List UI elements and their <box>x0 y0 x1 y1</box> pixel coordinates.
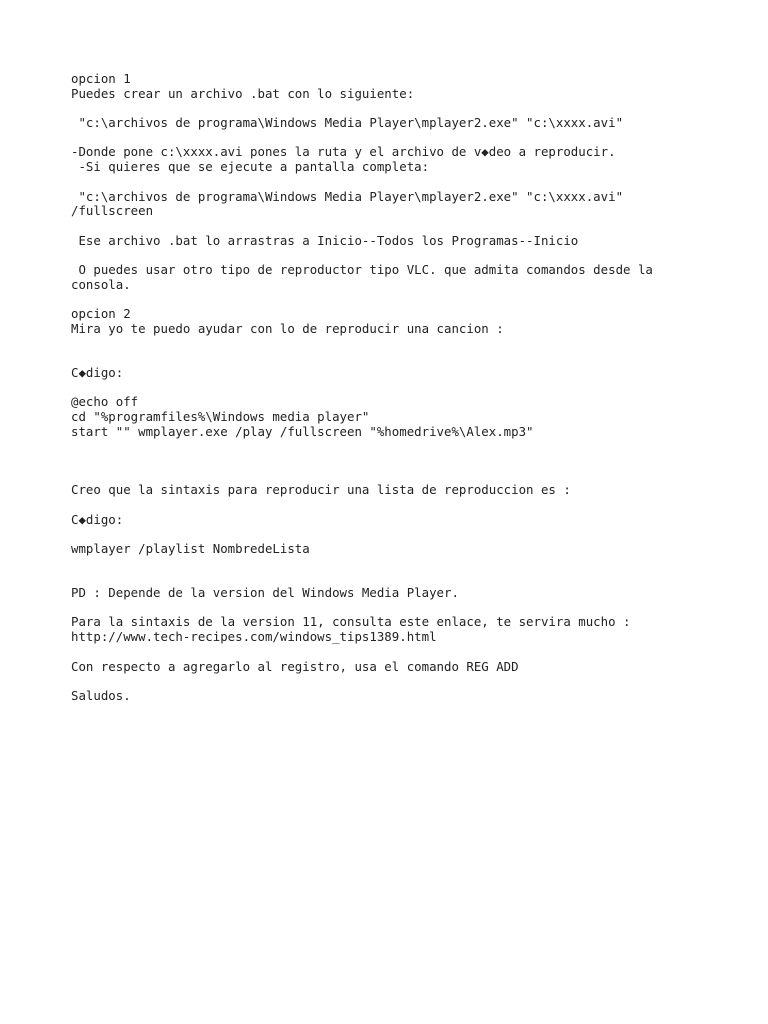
blank-line <box>71 351 751 366</box>
blank-line <box>71 439 751 454</box>
blank-line <box>71 498 751 513</box>
blank-line <box>71 454 751 469</box>
text-line: @echo off <box>71 394 139 410</box>
blank-line <box>71 292 751 307</box>
text-line: cd "%programfiles%\Windows media player" <box>71 408 370 424</box>
blank-line <box>71 248 751 263</box>
text-line: C◆digo: <box>71 511 124 527</box>
blank-line <box>71 645 751 660</box>
text-line: Con respecto a agregarlo al registro, usa el comando REG ADD <box>71 658 519 674</box>
blank-line <box>71 380 751 395</box>
text-line: "c:\archivos de programa\Windows Media Player\mplayer2.exe" "c:\xxxx.avi" <box>71 115 624 131</box>
text-line: opcion 2 <box>71 306 131 321</box>
text-line: http://www.tech-recipes.com/windows_tips1389.html <box>71 629 437 645</box>
text-line: O puedes usar otro tipo de reproductor tipo VLC. que admita comandos desde la <box>71 261 653 277</box>
text-line: Creo que la sintaxis para reproducir una lista de reproduccion es : <box>71 482 571 498</box>
blank-line <box>71 175 751 190</box>
text-line: wmplayer /playlist NombredeLista <box>71 541 310 556</box>
blank-line <box>71 101 751 116</box>
text-line: opcion 1 <box>71 71 131 86</box>
text-line: -Si quieres que se ejecute a pantalla completa: <box>71 159 430 175</box>
blank-line <box>71 601 751 616</box>
text-line: Mira yo te puedo ayudar con lo de reproducir una cancion : <box>71 320 504 336</box>
blank-line <box>71 219 751 234</box>
blank-line <box>71 557 751 572</box>
document-body <box>71 72 751 704</box>
text-line: "c:\archivos de programa\Windows Media Player\mplayer2.exe" "c:\xxxx.avi" <box>71 188 624 204</box>
text-line: -Donde pone c:\xxxx.avi pones la ruta y el archivo de v◆deo a reproducir. <box>71 144 616 160</box>
text-line: Saludos. <box>71 687 131 703</box>
blank-line <box>71 131 751 146</box>
blank-line <box>71 571 751 586</box>
blank-line <box>71 674 751 689</box>
blank-line <box>71 469 751 484</box>
text-line: consola. <box>71 276 131 292</box>
text-line: Ese archivo .bat lo arrastras a Inicio--Todos los Programas--Inicio <box>71 232 579 248</box>
text-line: /fullscreen <box>71 203 154 219</box>
blank-line <box>71 527 751 542</box>
text-line: Puedes crear un archivo .bat con lo siguiente: <box>71 85 415 101</box>
text-line: Para la sintaxis de la version 11, consulta este enlace, te servira mucho : <box>71 614 631 630</box>
blank-line <box>71 336 751 351</box>
text-line: C◆digo: <box>71 364 124 380</box>
text-line: PD : Depende de la version del Windows Media Player. <box>71 585 459 601</box>
text-line: start "" wmplayer.exe /play /fullscreen "%homedrive%\Alex.mp3" <box>71 423 534 439</box>
